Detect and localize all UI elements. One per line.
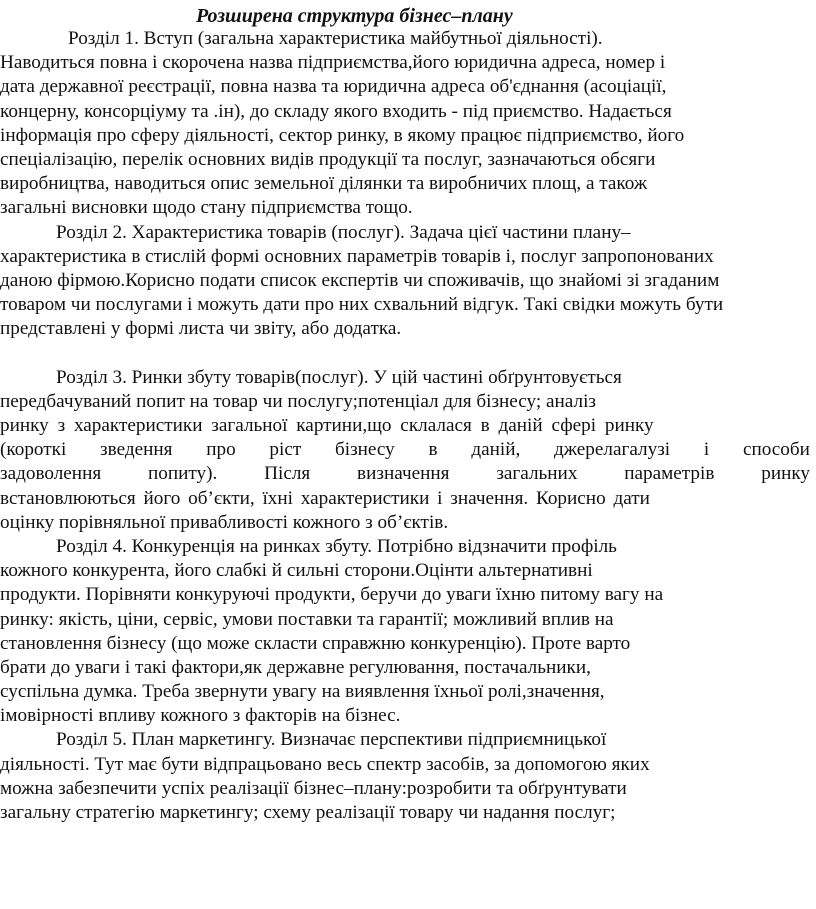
word: про <box>206 439 236 461</box>
section-1-line: спеціалізацію, перелік основних видів продукції та послуг, зазначаються обсяги <box>0 148 656 170</box>
section-4-line: імовірності впливу кожного з факторів на бізнес. <box>0 705 401 727</box>
section-5-line: загальну стратегію маркетингу; схему реалізації товару чи надання послуг; <box>0 802 616 823</box>
section-4-line: кожного конкурента, його слабкі й сильні сторони.Оцінти альтернативні <box>0 560 593 582</box>
word: загальних <box>496 463 578 485</box>
paragraph-gap <box>0 341 810 365</box>
section-5-heading: Розділ 5. План маркетингу. Визначає перспективи підприємницької <box>56 729 607 751</box>
word: параметрів <box>624 463 715 485</box>
section-2-line: характеристика в стислій формі основних параметрів товарів і, послуг запропонованих <box>0 245 714 267</box>
section-2-line: товаром чи послугами і можуть дати про них схвальний відгук. Такі свідки можуть бути <box>0 294 724 316</box>
section-4-line: продукти. Порівняти конкуруючі продукти, беручи до уваги їхню питому вагу на <box>0 584 664 606</box>
section-3-line: ринку з характеристики загальної картини,що склалася в даній сфері ринку <box>0 415 654 436</box>
section-3-line: оцінку порівняльної привабливості кожного з об’єктів. <box>0 511 449 533</box>
section-1-line: виробництва, наводиться опис земельної ділянки та виробничих площ, а також <box>0 173 648 195</box>
section-4-line: брати до уваги і такі фактори,як державне регулювання, постачальники, <box>0 656 591 678</box>
word: і <box>703 439 710 461</box>
section-1-line: дата державної реєстрації, повна назва та юридична адреса об'єднання (асоціації, <box>0 76 667 98</box>
section-1-line: інформація про сферу діяльності, сектор ринку, в якому працює підприємство, його <box>0 124 685 146</box>
section-5-line: можна забезпечити успіх реалізації бізнес–плану:розробити та обґрунтувати <box>0 777 627 799</box>
section-4-line: суспільна думка. Треба звернути увагу на виявлення їхньої ролі,значення, <box>0 681 605 703</box>
section-4-heading: Розділ 4. Конкуренція на ринках збуту. Потрібно відзначити профіль <box>56 535 617 557</box>
section-3-line: передбачуваний попит на товар чи послугу;потенціал для бізнесу; аналіз <box>0 390 596 412</box>
section-2-line: представлені у формі листа чи звіту, або додатка. <box>0 318 402 340</box>
section-3-justified-line <box>0 462 810 486</box>
word: джерелагалузі <box>554 439 671 461</box>
word: ринку <box>761 463 810 485</box>
section-5-line: діяльності. Тут має бути відпрацьовано весь спектр засобів, за допомогою яких <box>0 753 650 775</box>
word: ріст <box>269 439 302 461</box>
section-1-heading: Розділ 1. Вступ (загальна характеристика майбутньої діяльності). <box>68 28 603 49</box>
section-2-heading: Розділ 2. Характеристика товарів (послуг). Задача цієї частини плану– <box>56 221 631 243</box>
section-1-line: концерну, консорціуму та .ін), до складу якого входить - під приємство. Надається <box>0 100 672 122</box>
section-1-line: загальні висновки щодо стану підприємства тощо. <box>0 197 413 219</box>
document-body <box>0 27 810 825</box>
section-2-line: даною фірмою.Корисно подати список експертів чи споживачів, що знайомі зі згаданим <box>0 269 720 291</box>
word: зведення <box>100 439 173 461</box>
word: попиту). <box>148 463 218 485</box>
word: в <box>428 439 438 461</box>
section-1-line: Наводиться повна і скорочена назва підприємства,його юридична адреса, номер і <box>0 52 666 74</box>
section-3-line: встановлюються його об’єкти, їхні характеристики і значення. Корисно дати <box>0 487 650 509</box>
word: бізнесу <box>334 439 395 461</box>
section-4-line: становлення бізнесу (що може скласти справжню конкуренцію). Проте варто <box>0 632 631 654</box>
section-3-heading: Розділ 3. Ринки збуту товарів(послуг). У цій частині обґрунтовується <box>56 366 622 388</box>
section-4-line: ринку: якість, ціни, сервіс, умови поставки та гарантії; можливий вплив на <box>0 608 614 630</box>
word: задоволення <box>0 463 102 485</box>
word: способи <box>742 439 810 461</box>
section-3-justified-line <box>0 438 810 462</box>
document-title: Розширена структура бізнес–плану <box>196 5 513 27</box>
word: (короткі <box>0 439 67 461</box>
word: даній, <box>471 439 521 461</box>
word: Після <box>264 463 311 485</box>
word: визначення <box>357 463 450 485</box>
